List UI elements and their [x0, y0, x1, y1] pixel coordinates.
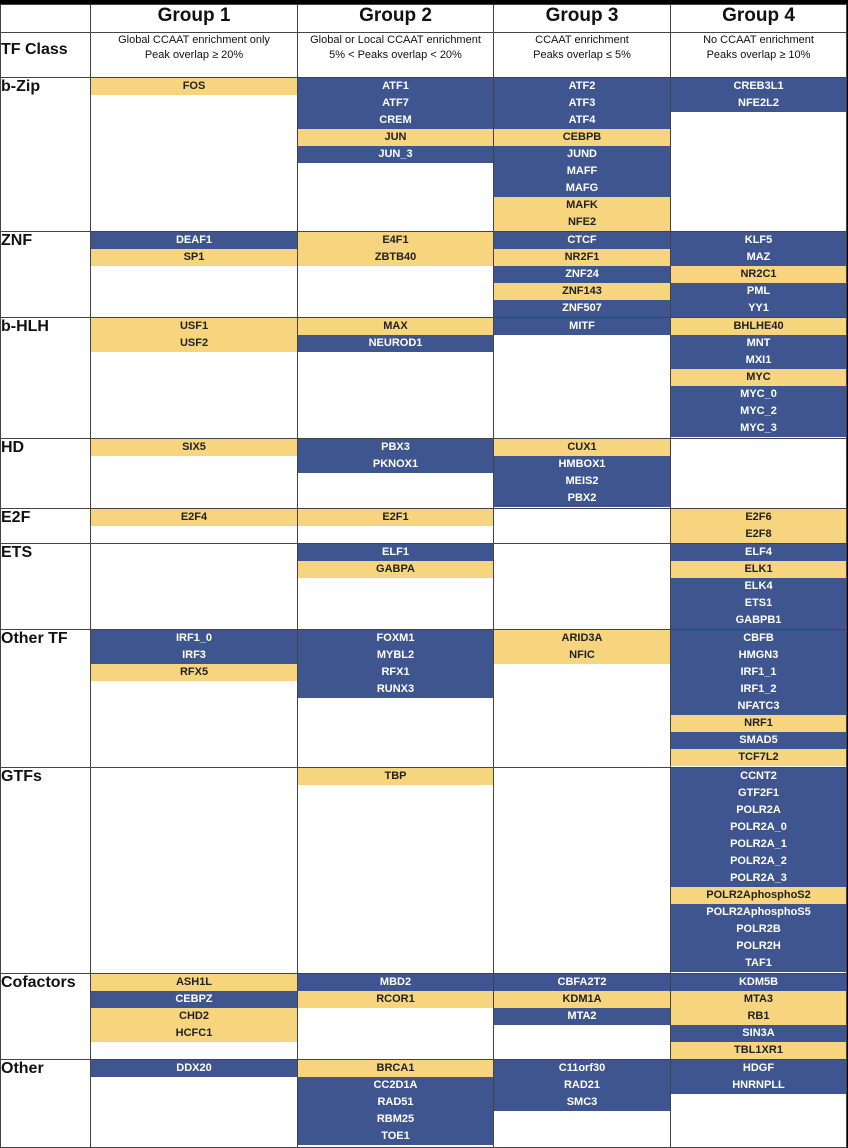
tf-chip: NFE2	[494, 214, 670, 231]
tf-chip: TAF1	[671, 955, 846, 972]
tf-class-table	[0, 4, 847, 1148]
tf-chip-list	[671, 318, 846, 437]
tf-chip: KLF5	[671, 232, 846, 249]
tf-class-label: ETS	[1, 543, 91, 629]
tf-chip: DEAF1	[91, 232, 297, 249]
group-2-cell	[298, 630, 494, 768]
tf-chip-list	[91, 1060, 297, 1077]
tf-class-row	[1, 438, 847, 508]
tf-chip: SIX5	[91, 439, 297, 456]
group-4-cell	[671, 630, 847, 768]
tf-chip-list	[671, 974, 846, 1059]
tf-chip: MYC_2	[671, 403, 846, 420]
group-2-cell	[298, 232, 494, 318]
tf-chip: JUN_3	[298, 146, 493, 163]
tf-chip: TBL1XR1	[671, 1042, 846, 1059]
tf-chip: NFE2L2	[671, 95, 846, 112]
group-2-cell	[298, 768, 494, 973]
tf-chip: ATF1	[298, 78, 493, 95]
group-1-desc-line-1: Global CCAAT enrichment only	[118, 34, 270, 46]
tf-chip: CCNT2	[671, 768, 846, 785]
tf-class-row	[1, 78, 847, 232]
tf-chip: RB1	[671, 1008, 846, 1025]
tf-chip: CBFB	[671, 630, 846, 647]
tf-chip: MYC_0	[671, 386, 846, 403]
group-3-description	[494, 33, 671, 78]
tf-class-label: GTFs	[1, 768, 91, 973]
tf-chip: C11orf30	[494, 1060, 670, 1077]
tf-chip: HMBOX1	[494, 456, 670, 473]
tf-chip: CBFA2T2	[494, 974, 670, 991]
tf-class-table-container	[0, 4, 846, 1148]
tf-chip: NFATC3	[671, 698, 846, 715]
tf-chip: SMC3	[494, 1094, 670, 1111]
group-4-cell	[671, 1059, 847, 1147]
tf-chip: IRF1_0	[91, 630, 297, 647]
group-2-cell	[298, 543, 494, 629]
tf-class-label: ZNF	[1, 232, 91, 318]
tf-chip: YY1	[671, 300, 846, 317]
tf-chip: HDGF	[671, 1060, 846, 1077]
tf-class-row	[1, 543, 847, 629]
group-3-cell	[494, 630, 671, 768]
tf-chip: JUND	[494, 146, 670, 163]
group-4-cell	[671, 543, 847, 629]
tf-chip: POLR2A_2	[671, 853, 846, 870]
tf-class-label: HD	[1, 438, 91, 508]
group-3-cell	[494, 973, 671, 1059]
group-1-cell	[91, 508, 298, 543]
tf-chip: KDM1A	[494, 991, 670, 1008]
tf-chip-list	[91, 509, 297, 526]
tf-chip: MYBL2	[298, 647, 493, 664]
group-4-cell	[671, 318, 847, 438]
tf-chip: RCOR1	[298, 991, 493, 1008]
tf-chip: NR2F1	[494, 249, 670, 266]
tf-chip: MAFG	[494, 180, 670, 197]
tf-chip: BRCA1	[298, 1060, 493, 1077]
tf-chip: ZNF507	[494, 300, 670, 317]
tf-class-row	[1, 630, 847, 768]
tf-chip: POLR2A_3	[671, 870, 846, 887]
tf-chip: MITF	[494, 318, 670, 335]
tf-chip: ELK4	[671, 578, 846, 595]
group-4-cell	[671, 78, 847, 232]
tf-chip: NR2C1	[671, 266, 846, 283]
tf-chip: POLR2H	[671, 938, 846, 955]
group-1-cell	[91, 543, 298, 629]
tf-class-header: TF Class	[1, 33, 91, 78]
tf-class-label: Other TF	[1, 630, 91, 768]
tf-chip: PML	[671, 283, 846, 300]
tf-chip: CC2D1A	[298, 1077, 493, 1094]
tf-chip: MAFK	[494, 197, 670, 214]
group-4-desc-line-1: No CCAAT enrichment	[703, 34, 814, 46]
tf-chip: GTF2F1	[671, 785, 846, 802]
tf-chip: MYC	[671, 369, 846, 386]
tf-chip-list	[494, 974, 670, 1025]
tf-chip: POLR2B	[671, 921, 846, 938]
tf-chip: CTCF	[494, 232, 670, 249]
group-4-description	[671, 33, 847, 78]
tf-chip: ATF2	[494, 78, 670, 95]
group-2-cell	[298, 318, 494, 438]
tf-class-row	[1, 768, 847, 973]
tf-chip: RAD21	[494, 1077, 670, 1094]
tf-chip-list	[298, 78, 493, 163]
group-header-row	[1, 5, 847, 33]
tf-chip-list	[494, 1060, 670, 1111]
tf-chip: GABPB1	[671, 612, 846, 629]
tf-chip: USF1	[91, 318, 297, 335]
tf-chip-list	[298, 544, 493, 578]
tf-chip-list	[494, 439, 670, 507]
tf-chip: FOS	[91, 78, 297, 95]
tf-chip: ATF7	[298, 95, 493, 112]
tf-chip: ZNF143	[494, 283, 670, 300]
tf-class-row	[1, 318, 847, 438]
tf-chip: POLR2AphosphoS5	[671, 904, 846, 921]
group-1-description	[91, 33, 298, 78]
tf-chip-list	[671, 78, 846, 112]
tf-chip: MBD2	[298, 974, 493, 991]
tf-chip: MEIS2	[494, 473, 670, 490]
tf-chip: ETS1	[671, 595, 846, 612]
tf-chip: PBX3	[298, 439, 493, 456]
tf-chip: NEUROD1	[298, 335, 493, 352]
tf-chip: MYC_3	[671, 420, 846, 437]
tf-chip: RAD51	[298, 1094, 493, 1111]
tf-chip: CHD2	[91, 1008, 297, 1025]
group-1-cell	[91, 1059, 298, 1147]
tf-chip: IRF3	[91, 647, 297, 664]
tf-chip: RFX1	[298, 664, 493, 681]
tf-class-label: b-Zip	[1, 78, 91, 232]
group-2-desc-line-1: Global or Local CCAAT enrichment	[310, 34, 481, 46]
group-3-desc-line-1: CCAAT enrichment	[535, 34, 629, 46]
tf-chip: ATF3	[494, 95, 670, 112]
group-2-cell	[298, 78, 494, 232]
group-3-cell	[494, 508, 671, 543]
tf-chip: POLR2A_1	[671, 836, 846, 853]
tf-chip: JUN	[298, 129, 493, 146]
tf-chip: RFX5	[91, 664, 297, 681]
tf-chip-list	[298, 509, 493, 526]
group-2-cell	[298, 508, 494, 543]
group-3-cell	[494, 1059, 671, 1147]
tf-chip: NRF1	[671, 715, 846, 732]
tf-chip: ELF4	[671, 544, 846, 561]
tf-chip: TCF7L2	[671, 749, 846, 766]
tf-chip: E2F1	[298, 509, 493, 526]
group-1-cell	[91, 768, 298, 973]
tf-chip: GABPA	[298, 561, 493, 578]
group-header-3: Group 3	[494, 5, 671, 33]
tf-chip-list	[91, 232, 297, 266]
tf-chip: KDM5B	[671, 974, 846, 991]
group-1-cell	[91, 973, 298, 1059]
tf-chip: CUX1	[494, 439, 670, 456]
tf-chip: CEBPZ	[91, 991, 297, 1008]
tf-class-label: E2F	[1, 508, 91, 543]
tf-chip: SIN3A	[671, 1025, 846, 1042]
tf-chip-list	[671, 232, 846, 317]
tf-chip: MAZ	[671, 249, 846, 266]
tf-class-label: b-HLH	[1, 318, 91, 438]
tf-chip-list	[298, 439, 493, 473]
tf-chip-list	[494, 318, 670, 335]
group-3-cell	[494, 78, 671, 232]
group-1-cell	[91, 78, 298, 232]
tf-chip: BHLHE40	[671, 318, 846, 335]
tf-chip: RBM25	[298, 1111, 493, 1128]
tf-chip: HNRNPLL	[671, 1077, 846, 1094]
tf-chip-list	[671, 509, 846, 543]
group-3-cell	[494, 318, 671, 438]
tf-class-row	[1, 973, 847, 1059]
tf-chip-list	[671, 544, 846, 629]
group-4-cell	[671, 973, 847, 1059]
group-3-desc-line-2: Peaks overlap ≤ 5%	[533, 49, 631, 61]
tf-chip: NFIC	[494, 647, 670, 664]
tf-class-row	[1, 508, 847, 543]
tf-chip: IRF1_2	[671, 681, 846, 698]
tf-chip: CREB3L1	[671, 78, 846, 95]
tf-chip: ARID3A	[494, 630, 670, 647]
tf-chip: E2F4	[91, 509, 297, 526]
description-row	[1, 33, 847, 78]
tf-chip-list	[298, 630, 493, 698]
group-4-desc-line-2: Peaks overlap ≥ 10%	[706, 49, 811, 61]
tf-chip: USF2	[91, 335, 297, 352]
tf-chip-list	[298, 232, 493, 266]
tf-chip-list	[91, 78, 297, 95]
tf-chip: SMAD5	[671, 732, 846, 749]
tf-chip: PBX2	[494, 490, 670, 507]
group-1-cell	[91, 630, 298, 768]
tf-chip: ELK1	[671, 561, 846, 578]
tf-chip: MTA2	[494, 1008, 670, 1025]
tf-chip: E4F1	[298, 232, 493, 249]
tf-class-row	[1, 1059, 847, 1147]
tf-chip: ATF4	[494, 112, 670, 129]
group-2-description	[298, 33, 494, 78]
group-1-cell	[91, 232, 298, 318]
tf-chip: MAX	[298, 318, 493, 335]
tf-chip: POLR2A_0	[671, 819, 846, 836]
tf-chip-list	[671, 1060, 846, 1094]
group-2-desc-line-2: 5% < Peaks overlap < 20%	[329, 49, 462, 61]
group-4-cell	[671, 438, 847, 508]
tf-chip-list	[494, 78, 670, 231]
tf-chip: POLR2AphosphoS2	[671, 887, 846, 904]
tf-chip: MTA3	[671, 991, 846, 1008]
tf-chip-list	[91, 318, 297, 352]
tf-chip: FOXM1	[298, 630, 493, 647]
group-4-cell	[671, 232, 847, 318]
tf-chip: HMGN3	[671, 647, 846, 664]
tf-chip: ZNF24	[494, 266, 670, 283]
tf-chip-list	[298, 768, 493, 785]
tf-chip: E2F8	[671, 526, 846, 543]
tf-chip: IRF1_1	[671, 664, 846, 681]
tf-chip: TOE1	[298, 1128, 493, 1145]
tf-chip: ELF1	[298, 544, 493, 561]
tf-chip: MXI1	[671, 352, 846, 369]
tf-chip: E2F6	[671, 509, 846, 526]
group-3-cell	[494, 232, 671, 318]
group-4-cell	[671, 768, 847, 973]
tf-chip: POLR2A	[671, 802, 846, 819]
tf-chip: SP1	[91, 249, 297, 266]
group-header-1: Group 1	[91, 5, 298, 33]
tf-chip-list	[671, 768, 846, 972]
tf-chip: HCFC1	[91, 1025, 297, 1042]
tf-chip: ASH1L	[91, 974, 297, 991]
group-2-cell	[298, 1059, 494, 1147]
tf-chip: RUNX3	[298, 681, 493, 698]
tf-chip: MNT	[671, 335, 846, 352]
group-2-cell	[298, 973, 494, 1059]
tf-chip: CREM	[298, 112, 493, 129]
tf-chip-list	[298, 974, 493, 1008]
group-3-cell	[494, 768, 671, 973]
tf-chip: PKNOX1	[298, 456, 493, 473]
group-3-cell	[494, 543, 671, 629]
group-header-4: Group 4	[671, 5, 847, 33]
group-1-cell	[91, 438, 298, 508]
tf-chip-list	[91, 439, 297, 456]
tf-chip: CEBPB	[494, 129, 670, 146]
tf-chip-list	[494, 630, 670, 664]
group-3-cell	[494, 438, 671, 508]
tf-chip: DDX20	[91, 1060, 297, 1077]
tf-class-label: Cofactors	[1, 973, 91, 1059]
tf-chip: ZBTB40	[298, 249, 493, 266]
tf-chip-list	[298, 318, 493, 352]
tf-chip: MAFF	[494, 163, 670, 180]
group-1-cell	[91, 318, 298, 438]
tf-class-row	[1, 232, 847, 318]
group-1-desc-line-2: Peak overlap ≥ 20%	[144, 49, 244, 61]
header-corner	[1, 5, 91, 33]
tf-chip-list	[91, 974, 297, 1042]
tf-chip-list	[91, 630, 297, 681]
tf-chip-list	[298, 1060, 493, 1145]
group-2-cell	[298, 438, 494, 508]
tf-class-label: Other	[1, 1059, 91, 1147]
tf-chip: TBP	[298, 768, 493, 785]
group-4-cell	[671, 508, 847, 543]
tf-class-rows	[1, 78, 847, 1148]
tf-chip-list	[671, 630, 846, 766]
tf-chip-list	[494, 232, 670, 317]
group-header-2: Group 2	[298, 5, 494, 33]
